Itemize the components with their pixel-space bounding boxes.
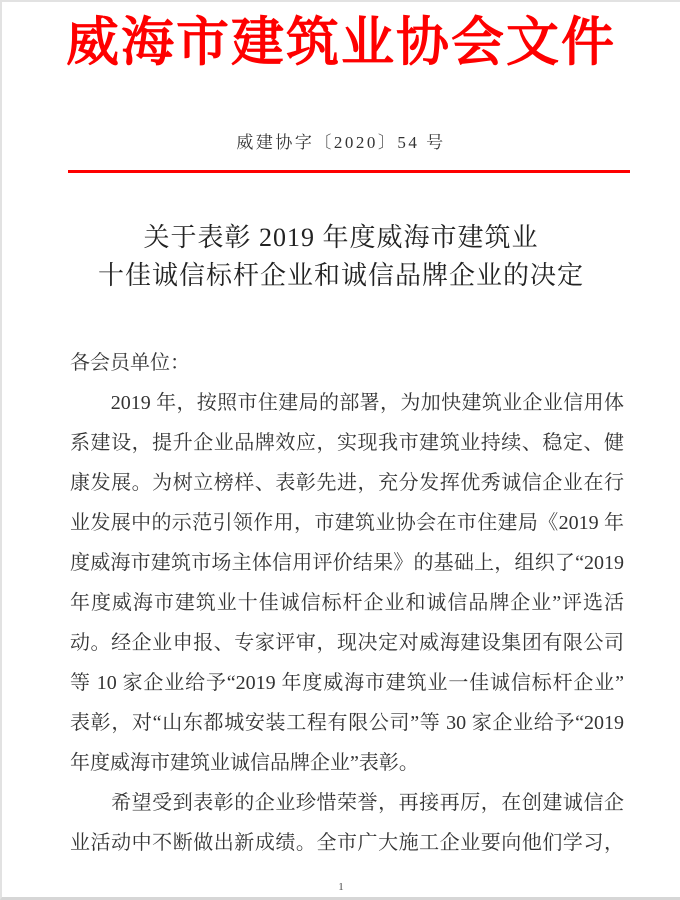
body-line: 年度威海市建筑业十佳诚信标杆企业和诚信品牌企业”评选活 [70, 592, 624, 614]
document-title-line2: 十佳诚信标杆企业和诚信品牌企业的决定 [97, 261, 584, 290]
body-line: 度威海市建筑市场主体信用评价结果》的基础上，组织了“2019 [70, 552, 624, 574]
body-line: 系建设，提升企业品牌效应，实现我市建筑业持续、稳定、健 [70, 432, 624, 454]
org-header-title: 威海市建筑业协会文件 [66, 14, 616, 72]
document-body [70, 343, 624, 863]
doc-number: 威建协字〔2020〕54 号 [236, 133, 446, 152]
red-divider-line [68, 170, 630, 173]
body-line: 2019 年，按照市住建局的部署，为加快建筑业企业信用体 [70, 392, 624, 414]
body-line: 等 10 家企业给予“2019 年度威海市建筑业一佳诚信标杆企业” [70, 672, 624, 694]
body-line: 希望受到表彰的企业珍惜荣誉，再接再厉，在创建诚信企 [70, 792, 624, 814]
body-line: 业发展中的示范引领作用，市建筑业协会在市住建局《2019 年 [70, 512, 624, 534]
page-number: 1 [338, 881, 344, 893]
salutation: 各会员单位： [70, 352, 190, 374]
body-line: 动。经企业申报、专家评审，现决定对威海建设集团有限公司 [70, 632, 624, 654]
body-line: 业活动中不断做出新成绩。全市广大施工企业要向他们学习， [70, 832, 624, 854]
body-line: 康发展。为树立榜样、表彰先进，充分发挥优秀诚信企业在行 [70, 472, 624, 494]
document-title [2, 219, 680, 295]
document-title-line1: 关于表彰 2019 年度威海市建筑业 [143, 223, 539, 252]
body-line: 年度威海市建筑业诚信品牌企业”表彰。 [70, 752, 419, 774]
body-line: 表彰，对“山东都城安装工程有限公司”等 30 家企业给予“2019 [70, 712, 624, 734]
